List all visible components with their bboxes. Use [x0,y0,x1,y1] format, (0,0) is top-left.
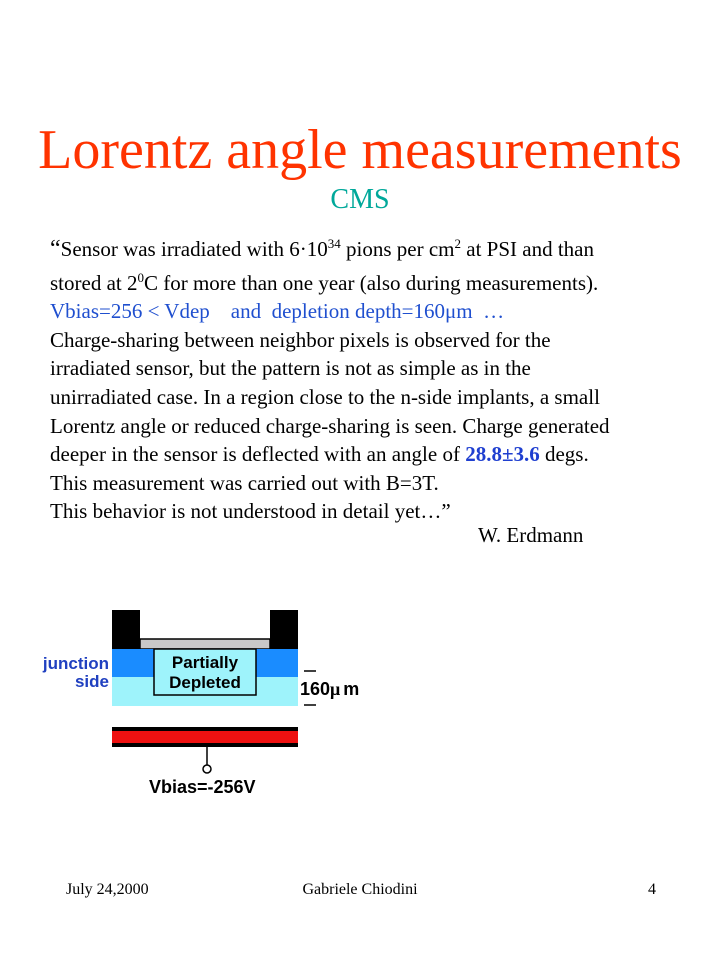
backplane-bottom-line [112,743,298,747]
multiply-dot: · [299,237,307,261]
sensor-diagram [30,605,390,805]
bias-terminal [203,765,211,773]
quote-line-1-mid: pions per cm [340,237,455,261]
left-electrode [112,610,140,650]
thickness-label [300,679,359,699]
slide-subtitle: CMS [330,184,390,215]
quote-line-8-end: degs. [539,442,589,467]
page-number: 4 [648,881,656,898]
quote-block [50,230,710,526]
vbias-label: Vbias=-256V [149,777,256,797]
left-implant [112,649,154,677]
open-quote: “ [50,236,61,262]
quote-line-1-text: Sensor was irradiated with 6 [60,237,300,261]
junction-label: junction [42,654,109,673]
footer-presenter: Gabriele Chiodini [302,881,418,898]
quote-line-3-end: m … [456,299,505,324]
mu-symbol: μ [445,299,457,324]
degree-superscript: 0 [137,269,144,285]
fluence-exponent: 34 [327,236,341,251]
right-implant [256,649,298,677]
quote-line-2-text: stored at 2 [50,270,138,295]
thickness-value: 160 [300,679,331,699]
quote-line-9: This measurement was carried out with B=3T. [50,470,439,495]
partially-label: Partially [171,653,239,672]
thickness-unit: m [343,679,360,699]
quote-line-8 [50,440,710,469]
quote-line-1 [50,230,710,264]
thickness-mu: μ [330,679,341,699]
metal-bar [140,639,270,649]
quote-line-2 [50,264,710,298]
quote-line-3-text: Vbias=256 < Vdep and depletion depth=160 [50,299,446,324]
slide-title: Lorentz angle measurements [38,119,682,181]
depleted-label: Depleted [169,673,241,692]
quote-line-1-end: at PSI and than [461,237,594,261]
quote-line-8-text: deeper in the sensor is deflected with an angle of [50,442,466,467]
quote-line-4: Charge-sharing between neighbor pixels is observed for the [50,327,551,352]
footer-date: July 24,2000 [66,881,149,898]
fluence-base: 10 [306,237,328,261]
quote-line-2-end: C for more than one year (also during measurements). [143,270,599,295]
quote-line-3 [50,297,710,326]
cm-squared-exponent: 2 [454,236,462,251]
quote-line-7: Lorentz angle or reduced charge-sharing is seen. Charge generated [50,413,610,438]
quote-line-10: This behavior is not understood in detail yet…” [50,499,451,524]
lorentz-angle-value: 28.8±3.6 [465,442,540,467]
quote-line-6: unirradiated case. In a region close to the n-side implants, a small [50,384,600,409]
side-label: side [74,672,109,691]
quote-line-5: irradiated sensor, but the pattern is not as simple as in the [50,356,531,381]
right-electrode [270,610,298,650]
backplane-top-line [112,727,298,731]
quote-author: W. Erdmann [478,523,584,547]
backplane-electrode [112,731,298,743]
